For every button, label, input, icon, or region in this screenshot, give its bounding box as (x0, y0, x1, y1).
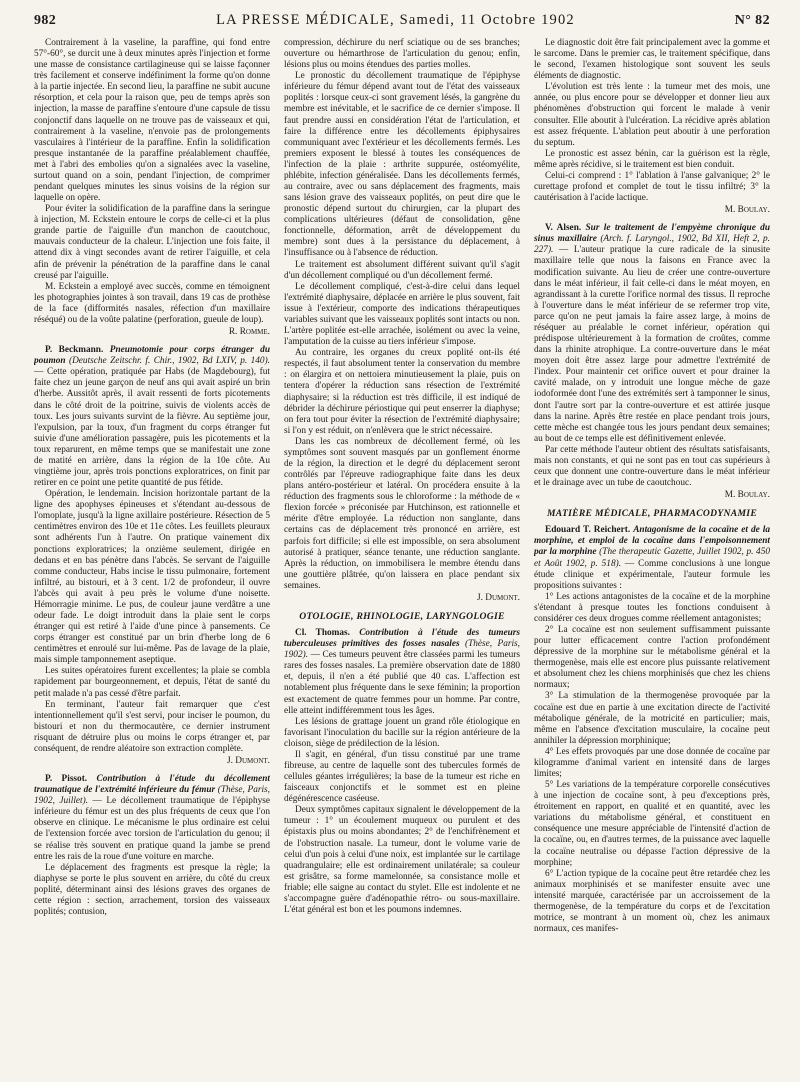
article-title: Pneumotomie pour corps étranger du poumon (34, 345, 270, 367)
section-heading: OTOLOGIE, RHINOLOGIE, LARYNGOLOGIE (299, 610, 505, 622)
article-author: Cl. Thomas. (295, 628, 351, 639)
article-text: — Le décollement traumatique de l'épiphyse inférieure du fémur est un des plus fréquents de ceux que l'on observe en clinique. Le mécanisme le plus ordinaire est celui de l'extension forcée avec torsion de l'articulation du genou; il se réalise très souvent en pratique quand la jambe se prend entre les rais de la roue d'une voiture en marche. (34, 796, 270, 862)
list-item: 3° La stimulation de la thermogenèse provoquée par la cocaïne est due en partie à une excitation directe de l'activité métabolique générale, de la motricité en particulier; mais, même en l'absence d'excitation musculaire, la cocaïne peut annihiler la dépression morphinique; (534, 691, 770, 746)
paragraph: Deux symptômes capitaux signalent le développement de la tumeur : 1° un écoulement muqueux ou purulent et des épistaxis plus ou moins abondantes; 2° de l'enchifrènement et de l'obstruction nasale. La tumeur, dont le volume varie de celui d'un pois à celui d'une noix, est implantée sur le cartilage quadrangulaire; elle est ordinairement unilatérale; sa couleur est grisâtre, sa forme mamelonnée, sa consistance molle et friable; elle saigne au contact du stylet. Elle est indolente et ne s'accompagne guère d'adénopathie rétro- ou sous-maxillaire. L'état général est bon et les poumons indemnes. (284, 805, 520, 916)
paragraph: Celui-ci comprend : 1° l'ablation à l'anse galvanique; 2° le curettage profond et complet de tout le tissu infiltré; 3° la cautérisation à l'acide lactique. (534, 170, 770, 204)
paragraph: Par cette méthode l'auteur obtient des résultats satisfaisants, mais non constants, et qui ne sont pas en tout cas supérieurs à ceux que donnent une contre-ouverture dans le méat inférieur et le drainage avec un tube de caoutchouc. (534, 444, 770, 489)
column-1 (34, 38, 270, 1078)
signature: M. Boulay. (724, 205, 770, 216)
article-beckmann (34, 345, 270, 489)
article-reichert (534, 525, 770, 591)
article-title: Antagonisme de la cocaïne et de la morphine, et emploi de la cocaïne dans l'empoisonnement par la morphine (534, 525, 770, 558)
signature: J. Dumont. (477, 592, 520, 603)
list-item: 1° Les actions antagonistes de la cocaïne et de la morphine s'étendant à presque toutes les fonctions conduisent à considérer ces deux drogues comme réellement antagonistes; (534, 591, 770, 624)
paragraph: En terminant, l'auteur fait remarquer que c'est intentionnellement qu'il s'est servi, pour inciser le poumon, du bistouri et non du thermocautère, ce dernier instrument risquant de détruire plus ou moins le corps étranger et, par conséquent, de rendre aléatoire son extraction complète. (34, 699, 270, 754)
article-author: Edouard T. Reichert. (545, 525, 631, 536)
paragraph: Le décollement compliqué, c'est-à-dire celui dans lequel l'extrémité diaphysaire, déplacée en arrière le plus souvent, fait issue à l'extérieur, comporte des indications thérapeutiques variables suivant que les vaisseaux poplités sont intacts ou non. L'artère poplitée est-elle arrachée, isolément ou avec la veine, l'amputation de la cuisse au tiers inférieur s'impose. (284, 281, 520, 348)
paragraph: Au contraire, les organes du creux poplité ont-ils été respectés, il faut absolument tenter la conservation du membre : on élargira et on nettoiera minutieusement la plaie, puis on tentera d'opérer la réduction sans résection de l'extrémité diaphysaire; si la réduction est très difficile, il est indiqué de débrider la déchirure périostique qui peut enserrer la diaphyse; on fera tout pour éviter la résection de l'extrémité diaphysaire; si l'on y est réduit, on n'enlèvera que le strict nécessaire. (284, 348, 520, 436)
paragraph: Les lésions de grattage jouent un grand rôle étiologique en favorisant l'inoculation du bacille sur la région antérieure de la cloison, siège de prédilection de la lésion. (284, 716, 520, 749)
section-heading: MATIÈRE MÉDICALE, PHARMACODYNAMIE (546, 508, 758, 520)
paragraph: Opération, le lendemain. Incision horizontale partant de la ligne des apophyses épineuses et s'étendant au-dessous de l'omoplate, jusqu'à la ligne axillaire postérieure. Résection de 5 centimètres environ des 10e et 11e côtes. Les feuillets pleuraux sont adhérents l'un à l'autre. On pratique vainement dix ponctions exploratrices; la onzième seulement, dirigée en dedans et en bas pénètre dans l'abcès. Se servant de l'aiguille comme conducteur, Habs incise le tissu pulmonaire, fortement infiltré, au bistouri, et à 3 cent. 1/2 de profondeur, il ouvre l'abcès qui avait à peu près le volume d'une noisette. Hémorragie minime. Le pus, de couleur jaune verdâtre a une odeur fade. Le doigt introduit dans la plaie sent le corps étranger qui est retiré à l'aide d'une pince à pansements. Ce corps étranger est constitué par un brin d'herbe long de 6 centimètres et enroulé sur lui-même. Pas de lavage de la plaie, mais simple tamponnement aseptique. (34, 489, 270, 666)
paragraph: Pour éviter la solidification de la paraffine dans la seringue à injection, M. Eckstein entoure le corps de celle-ci et la plus grande partie de l'aiguille d'un manchon de caoutchouc, mauvais conducteur de la chaleur. L'injection une fois faite, il attend dix à vingt secondes avant de retirer l'aiguille, et cela afin de prévenir la pénétration de la paraffine dans le canal creusé par l'aiguille. (34, 204, 270, 281)
list-item: 2° La cocaïne est non seulement suffisamment puissante pour lutter efficacement contre l'action profondément dépressive de la morphine sur le métabolisme général et la thermogenèse, mais elle est encore plus puissante relativement et absolument chez les chiens morphinisés que chez les chiens normaux; (534, 624, 770, 691)
article-author: P. Beckmann. (45, 345, 104, 356)
paragraph: Le pronostic est assez bénin, car la guérison est la règle, même après récidive, si le traitement est bien conduit. (534, 148, 770, 170)
article-source: (The therapeutic Gazette, Juillet 1902, p. 450 et Août 1902, p. 518). (534, 547, 770, 569)
list-item: 6° L'action typique de la cocaïne peut être retardée chez les animaux morphinisés et se manifester ensuite avec une intensité marquée, caractérisée par un accroissement de la thermogenèse, de la température du corps et de l'excitation motrice, se montrant à un moment où, chez les animaux normaux, ces manifes- (534, 868, 770, 935)
paragraph: Contrairement à la vaseline, la paraffine, qui fond entre 57°-60°, se durcit une à deux minutes après l'injection et forme une masse de consistance cartilagineuse qui se laisse façonner très facilement et conserve indéfiniment la forme qu'on donne à la partie injectée. En second lieu, la paraffine ne subit aucune résorption, et cela pour la raison que, peu de temps après son injection, la masse de paraffine s'entoure d'une capsule de tissu conjonctif dans laquelle on ne trouve pas de vaisseaux et qui, contrairement à la vaseline, n'envoie pas de prolongements vasculaires à l'intérieur de la paraffine. Enfin la solidification presque instantanée de la paraffine préalablement chauffée, met à l'abri des embolies qu'on a signalées avec la vaseline, surtout quand on a soin, pendant l'injection, de comprimer pendant quelques minutes les sinus voisins de la région sur laquelle on opère. (34, 38, 270, 204)
article-text: — Ces tumeurs peuvent être classées parmi les tumeurs rares des fosses nasales. La première observation date de 1880 et, depuis, il n'en a été publié que 40 cas. L'affection est notablement plus fréquente dans le sexe féminin; la proportion est exactement de quatre femmes pour un homme. Par contre, elle atteint indifféremment tous les âges. (284, 650, 520, 716)
journal-title: LA PRESSE MÉDICALE, Samedi, 11 Octobre 1902 (216, 12, 575, 28)
text-columns (34, 38, 770, 1078)
article-title: Contribution à l'étude des tumeurs tuberculeuses primitives des fosses nasales (284, 628, 520, 650)
paragraph: Le diagnostic doit être fait principalement avec la gomme et le sarcome. Dans le premier cas, le traitement spécifique, dans le second, l'examen histologique sont souvent les seuls éléments de diagnostic. (534, 38, 770, 82)
column-3 (534, 38, 770, 1078)
article-text: — Cette opération, pratiquée par Habs (de Magdebourg), fut faite chez un jeune garçon de neuf ans qui avait aspiré un brin d'herbe. Aussitôt après, il avait ressenti de forts picotements dans le côté droit de la poitrine, suivis de violents accès de toux. Les jours suivants survint de la fièvre. Au septième jour, l'expulsion, par la toux, d'un fragment du corps étranger fut suivie d'une amélioration passagère, puis les picotements et la toux reparurent, en même temps que se manifestait une zone de matité en arrière, dans la région de la 10e côte. Au vingtième jour, après trois ponctions exploratrices, on finit par retirer en ce point une petite quantité de pus fétide. (34, 367, 270, 489)
paragraph: Il s'agit, en général, d'un tissu constitué par une trame fibreuse, au centre de laquelle sont des tubercules formés de cellules géantes irrégulières; la base de la tumeur est riche en faisceaux conjonctifs et le sommet est en pleine dégénérescence caséeuse. (284, 749, 520, 805)
article-source: (Deutsche Zeitschr. f. Chir., 1902, Bd LXIV, p. 140). (69, 356, 270, 367)
article-source: (Thèse, Paris, 1902). (284, 639, 520, 661)
signature: M. Boulay. (724, 490, 770, 501)
paragraph: Le déplacement des fragments est presque la règle; la diaphyse se porte le plus souvent en arrière, du côté du creux poplité, déterminant ainsi des lésions graves des organes de cette région : section, arrachement, torsion des vaisseaux poplités; contusion, (34, 862, 270, 918)
article-pissot (34, 774, 270, 863)
issue-number: N° 82 (734, 13, 770, 28)
article-text: — Comme conclusions à une longue étude clinique et expérimentale, l'auteur formule les propositions suivantes : (534, 558, 770, 591)
article-source: (Thèse, Paris, 1902, Juillet). (34, 785, 270, 807)
article-alsen (534, 223, 770, 445)
article-text: — L'auteur pratique la cure radicale de la sinusite maxillaire telle que nous la faisons en France avec la modification suivante. Au lieu de créer une contre-ouverture dans le méat inférieur, il fait celle-ci dans le méat moyen, en agrandissant à la curette l'orifice normal des tissus. Il reproche à l'ouverture dans le méat inférieur de se refermer trop vite, parce qu'on ne peut jamais la faire assez large, à moins de réséquer au préalable le cornet inférieur, opération qui prédispose ultérieurement à la formation de croûtes, comme dans la rhinite atrophique. La contre-ouverture dans le méat moyen doit être assez large pour admettre l'extrémité de l'index. Pour maintenir cet orifice ouvert et pour drainer la cavité malade, on y introduit une longue mèche de gaze iodoformée dont l'une des extrémités sert à tamponner le sinus, dont l'autre sort par la contre-ouverture et est attirée jusque dans la narine. Après être restée en place pendant trois jours, cette mèche est changée tous les jours pendant deux semaines; au bout de ce temps elle est définitivement enlevée. (534, 245, 770, 444)
article-author: P. Pissot. (45, 774, 88, 785)
list-item: 5° Les variations de la température corporelle consécutives à une injection de cocaïne sont, à peu d'exceptions près, étroitement en rapport, en qualité et en quantité, avec les variations du métabolisme général, et constituent en conséquence une mesure appréciable de l'intensité d'action de la cocaïne, ou, en d'autres termes, de la puissance avec laquelle la cocaïne neutralise ou dépasse l'action dépressive de la morphine; (534, 780, 770, 868)
paragraph: Le traitement est absolument différent suivant qu'il s'agit d'un décollement compliqué ou d'un décollement fermé. (284, 259, 520, 281)
list-item: 4° Les effets provoqués par une dose donnée de cocaïne par kilogramme d'animal varient en intensité dans de larges limites; (534, 746, 770, 779)
page-header (34, 12, 770, 34)
article-author: V. Alsen. (545, 223, 582, 234)
column-2 (284, 38, 520, 1078)
paragraph: Les suites opératoires furent excellentes; la plaie se combla rapidement par bourgeonnement, et depuis, l'état de santé du petit malade n'a pas cessé d'être parfait. (34, 666, 270, 699)
article-source: (Arch. f. Laryngol., 1902, Bd XII, Heft 2, p. 227). (534, 234, 770, 256)
paragraph: compression, déchirure du nerf sciatique ou de ses branches; ouverture ou hémarthrose de l'articulation du genou; enfin, lésions plus ou moins étendues des parties molles. (284, 38, 520, 71)
page-number: 982 (34, 13, 57, 28)
paragraph: M. Eckstein a employé avec succès, comme en témoignent les photographies jointes à son travail, dans 19 cas de prothèse de la face (difformités nasales, réfection d'un maxillaire réséqué) ou de la voûte palatine (perforation, gueule de loup). (34, 281, 270, 325)
paragraph: Le pronostic du décollement traumatique de l'épiphyse inférieure du fémur dépend avant tout de l'état des vaisseaux poplités : lorsque ceux-ci sont gravement lésés, la gangrène du membre est inévitable, et le sacrifice de ce dernier s'impose. Il faut prendre aussi en considération l'état de l'articulation, et faire la différence entre les décollements épiphysaires communiquant avec l'extérieur et les décollements fermés. Les premiers exposent le blessé à toutes les conséquences de l'infection de la plaie : arthrite suppurée, ostéomyélite, phlébite, infection généralisée. Dans les décollements fermés, au contraire, avec ou sans déplacement des fragments, mais sans lésion grave des vaisseaux poplités, on peut dire que le pronostic dépend surtout du chirurgien, car la plupart des complications ultérieures (défaut de consolidation, gêne fonctionnelle, déformation, arrêt de développement du membre) sont dues à la persistance du déplacement, à l'insuffisance ou à l'absence de réduction. (284, 71, 520, 259)
paragraph: Dans les cas nombreux de décollement fermé, où les symptômes sont souvent masqués par un gonflement énorme de la région, la direction et le degré du déplacement seront contrôlés par l'épreuve radiographique faite dans les deux plans antéro-postérieur et latéral. On procédera ensuite à la réduction des fragments sous le chloroforme : la méthode de « flexion forcée » préconisée par Hutchinson, est rationnelle et mérite d'être employée. La réduction non sanglante, dans certains cas de déplacement très prononcé en arrière, est parfois fort difficile; si elle est impossible, on sera absolument autorisé à pratiquer, séance tenante, une réduction sanglante. Après la réduction, on immobilisera le membre étendu dans une gouttière plâtrée, qu'on laissera en place pendant six semaines. (284, 436, 520, 591)
article-title: Contribution à l'étude du décollement traumatique de l'extrémité inférieure du fémur (34, 774, 270, 796)
article-title: Sur le traitement de l'empyème chronique du sinus maxillaire (534, 223, 770, 245)
signature: J. Dumont. (227, 756, 270, 766)
signature: R. Romme. (228, 327, 270, 338)
paragraph: L'évolution est très lente : la tumeur met des mois, une année, ou plus encore pour se développer et donner lieu aux phénomènes d'obstruction qui forcent le malade à venir consulter. Elle aboutit à l'ulcération. La récidive après ablation est assez fréquente. L'ablation peut aboutir à une perforation du septum. (534, 82, 770, 148)
article-thomas (284, 628, 520, 717)
